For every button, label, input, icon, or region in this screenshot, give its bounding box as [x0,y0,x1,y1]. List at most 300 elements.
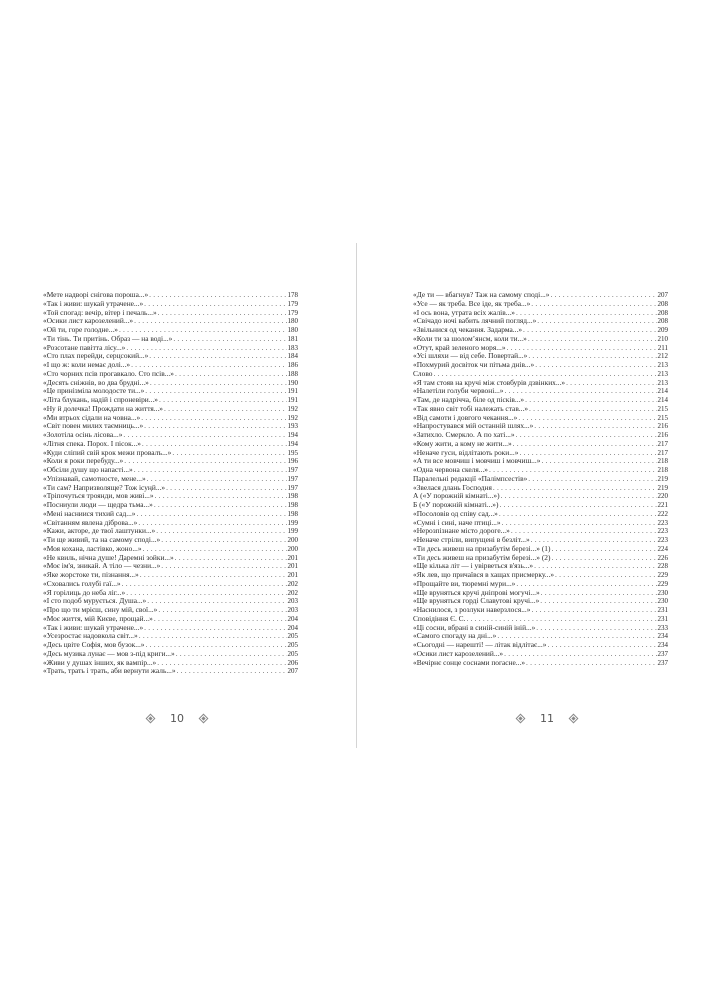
toc-entry [413,466,668,475]
toc-entry-title: «Ой ти, горе голодне...» [43,326,118,334]
toc-entry-page: 204 [287,623,298,632]
toc-entry [43,641,298,650]
toc-entry-page: 209 [657,326,668,334]
toc-entry-page: 181 [287,334,298,343]
diamond-ornament-icon [200,715,207,722]
dot-leader [518,414,656,423]
dot-leader [540,597,656,606]
dot-leader [149,352,286,361]
toc-entry-title: «Похмурий досвіток чи пітьма днів...» [413,361,535,369]
toc-entry-title: «Посниули люди — щедра тьма...» [43,501,153,509]
toc-entry-title: «Літа блукань, надій і спроневіри...» [43,396,158,404]
dot-leader [154,501,287,510]
toc-entry-title: «Свічадо ночі вабить лячний погляд...» [413,317,537,326]
toc-entry-title: «Усезростає надовкола світ...» [43,632,138,641]
dot-leader [507,344,657,353]
toc-entry [43,335,298,344]
toc-entry [413,396,668,405]
toc-entry-page: 228 [657,562,668,571]
toc-entry [43,326,298,335]
toc-entry-title: «Отут, край зеленого моря...» [413,343,506,352]
toc-entry-title: А («У порожній кімнаті...») [413,492,500,501]
dot-leader [147,475,287,484]
toc-entry-page: 203 [287,606,298,614]
toc-entry-page: 223 [657,536,668,544]
dot-leader [137,510,287,519]
toc-entry-page: 223 [657,527,668,536]
toc-entry-title: «Той спогад: вечір, вітер і печаль...» [43,308,157,317]
toc-entry [43,387,298,396]
toc-entry-page: 208 [657,317,668,326]
toc-entry-page: 211 [657,343,668,352]
toc-entry [413,641,668,650]
toc-entry [413,291,668,300]
toc-entry-page: 210 [657,334,668,343]
toc-entry [43,352,298,361]
toc-entry-title: «Нерозпізнане місто дороге...» [413,527,510,536]
dot-leader [119,326,287,335]
toc-entry-page: 215 [657,413,668,422]
toc-entry-title: «Ти ще живий, та на самому споді...» [43,536,161,544]
toc-entry [43,431,298,440]
dot-leader [566,379,656,388]
toc-entry [43,615,298,624]
toc-entry-title: «Ще вруняться кручі дніпрові могучі...» [413,588,540,597]
dot-leader [466,615,656,624]
toc-entry-page: 201 [287,571,298,579]
toc-entry-page: 179 [287,308,298,317]
toc-entry-page: 192 [287,404,298,413]
toc-entry-title: «Про що ти мрієш, сину мій, свої...» [43,606,158,614]
toc-entry-title: «Світанням явлена діброва...» [43,518,138,527]
toc-entry-title: «Так явно світ тобі належать став...» [413,404,529,413]
toc-entry-title: «Налетіли голуби червоні...» [413,387,504,396]
dot-leader [150,379,287,388]
toc-entry-page: 196 [287,457,298,466]
toc-entry-title: «Напростувався мій останній шлях...» [413,422,534,431]
toc-entry [43,501,298,510]
toc-entry-page: 188 [287,369,298,378]
dot-leader [537,317,656,326]
toc-entry-title: «Неначе стріли, випущені в безліт...» [413,536,530,544]
dot-leader [531,300,656,309]
toc-entry [43,457,298,466]
dot-leader [149,291,286,300]
toc-entry-page: 192 [287,413,298,422]
toc-entry [413,344,668,353]
toc-entry-page: 197 [287,483,298,492]
dot-leader [144,624,286,633]
toc-entry [43,370,298,379]
toc-entry [413,554,668,563]
toc-entry-page: 194 [287,439,298,448]
toc-entry [43,545,298,554]
toc-entry [43,554,298,563]
toc-entry [43,466,298,475]
dot-leader [534,562,656,571]
toc-entry-page: 231 [657,614,668,623]
toc-entry-title: «Це принізміла молодосте ти...» [43,387,145,396]
dot-leader [175,554,287,563]
dot-leader [493,484,657,493]
toc-entry-page: 200 [287,536,298,544]
toc-entry-page: 202 [287,579,298,588]
toc-entry-title: «Десь музика лунає — мов з-під криги...» [43,649,175,658]
dot-leader [126,589,286,598]
toc-entry [43,361,298,370]
dot-leader [528,335,657,344]
dot-leader [173,335,286,344]
toc-entry-title: «Сховались голубі гаї...» [43,579,121,588]
toc-entry-page: 202 [287,588,298,597]
toc-entry-page: 226 [657,553,668,562]
toc-entry [413,571,668,580]
dot-leader [531,606,656,615]
dot-leader [172,449,286,458]
toc-entry-page: 212 [657,352,668,361]
toc-entry [413,624,668,633]
toc-entry [43,659,298,668]
toc-entry-title: «Усе — як треба. Все іде, як треба...» [413,299,531,308]
dot-leader [516,309,657,318]
toc-entry [413,492,668,501]
toc-entry-title: «Тріпочуться троянди, мов живі...» [43,492,154,501]
toc-entry [413,589,668,598]
toc-entry-title: «Десь цвіте Софія, мов бузок...» [43,641,145,649]
toc-entry-page: 198 [287,509,298,518]
toc-entry-title: «Осики лист карозелений...» [413,649,504,658]
toc-entry-page: 195 [287,448,298,457]
toc-entry-page: 230 [657,588,668,597]
dot-leader [156,527,286,536]
toc-entry-page: 213 [657,361,668,369]
toc-entry-title: «Моє життя, мій Києве, прощай...» [43,614,153,623]
dot-leader [505,387,657,396]
toc-entry [43,589,298,598]
diamond-ornament-icon [147,715,154,722]
toc-entry [43,449,298,458]
toc-entry [43,580,298,589]
toc-entry-title: «Золотіла осінь лісова...» [43,431,123,439]
diamond-ornament-icon [517,715,524,722]
dot-leader [536,624,656,633]
toc-entry [413,335,668,344]
toc-entry-page: 205 [287,649,298,658]
toc-entry-page: 197 [287,466,298,474]
toc-entry-page: 229 [657,571,668,579]
toc-entry [43,667,298,676]
toc-entry-title: Слово [413,369,433,378]
toc-entry [413,519,668,528]
toc-entry-title: «Моє ім'я, зникай. А тіло — чезни...» [43,562,161,571]
toc-entry [43,414,298,423]
toc-entry-page: 224 [657,544,668,553]
toc-entry-title: «Я горілиць до неба ліг...» [43,588,126,597]
toc-entry-page: 234 [657,641,668,649]
toc-entry [43,300,298,309]
dot-leader [529,405,656,414]
toc-list-right [413,291,668,667]
dot-leader [535,361,656,370]
toc-entry-page: 214 [657,396,668,404]
toc-entry [413,309,668,318]
toc-entry [413,457,668,466]
dot-leader [134,466,287,475]
toc-entry [43,475,298,484]
toc-entry-page: 218 [657,466,668,474]
toc-entry-title: «Не квиль, нічна душе! Даремні зойки...» [43,553,174,562]
toc-entry-title: «Звелася длань Господня [413,483,492,492]
toc-entry-page: 223 [657,518,668,527]
dot-leader [123,431,286,440]
dot-leader [176,650,287,659]
toc-entry-page: 207 [657,291,668,299]
toc-entry [413,615,668,624]
dot-leader [140,571,287,580]
toc-entry-page: 184 [287,352,298,361]
toc-entry [43,291,298,300]
toc-entry-page: 180 [287,326,298,334]
toc-entry-title: «І ось вона, утрата всіх жалів...» [413,308,515,317]
dot-leader [534,422,656,431]
toc-entry-title: «Так і живи: шукай утрачене...» [43,299,144,308]
dot-leader [175,370,287,379]
toc-entry [413,606,668,615]
dot-leader [161,562,286,571]
toc-entry-page: 213 [657,369,668,378]
toc-entry-title: «Усі шляхи — від себе. Повертай...» [413,352,528,361]
diamond-ornament-icon [570,715,577,722]
toc-entry-title: «Ще вруняться горді Славутові кручі...» [413,597,540,606]
toc-entry [43,440,298,449]
dot-leader [551,554,656,563]
dot-leader [177,667,287,676]
dot-leader [513,440,657,449]
toc-entry [413,317,668,326]
toc-entry-title: «Ти тінь. Ти притінь. Образ — на воді...» [43,334,173,343]
toc-entry-page: 219 [657,483,668,492]
toc-entry-title: «Ти десь живеш на призабутім березі...» (2) [413,553,551,562]
toc-entry-page: 183 [287,343,298,352]
toc-entry-page: 191 [287,387,298,396]
toc-entry-page: 206 [287,658,298,667]
toc-entry [413,352,668,361]
toc-entry-page: 234 [657,632,668,641]
toc-entry-title: «Ти сам? Напризволяще? Тож ісуңй...» [43,483,166,492]
toc-entry-page: 213 [657,378,668,387]
toc-entry-title: «А ти все мовчиш і мовчиш і мовчиш...» [413,457,541,466]
toc-entry-page: 237 [657,658,668,667]
dot-leader [526,659,656,668]
dot-leader [516,431,657,440]
toc-entry-page: 186 [287,361,298,369]
toc-entry-page: 217 [657,439,668,448]
toc-entry-title: «Обсіли душу що напасті...» [43,466,133,474]
toc-entry-page: 199 [287,518,298,527]
dot-leader [158,309,287,318]
dot-leader [516,580,656,589]
toc-entry [43,519,298,528]
toc-entry-title: «Ще кілька літ — і увірветься в'язь...» [413,562,534,571]
dot-leader [497,632,656,641]
toc-entry [413,562,668,571]
toc-entry-title: «Мете надворі снігова пороша...» [43,291,149,299]
toc-list-left [43,291,298,676]
toc-entry [43,317,298,326]
toc-entry-title: «Коли ти за шоломʼянсм, коли ти...» [413,334,527,343]
toc-entry-page: 218 [657,457,668,466]
toc-entry-page: 198 [287,501,298,509]
dot-leader [555,571,656,580]
dot-leader [519,449,656,458]
toc-entry [413,405,668,414]
toc-entry-title: «Звільнися од чекання. Задарма...» [413,326,523,334]
toc-entry-page: 203 [287,597,298,606]
toc-entry-title: «Прощайте ви, тюремні мури...» [413,579,516,588]
toc-entry-title: «Упізнавай, самотносте, мене...» [43,474,146,483]
right-page-toc [413,291,668,667]
toc-entry [413,527,668,536]
toc-entry [413,501,668,510]
toc-entry [43,606,298,615]
dot-leader [124,457,286,466]
toc-entry-page: 197 [287,474,298,483]
toc-entry-title: «Ці сосни, вбрані в синій-синій іній...» [413,623,536,632]
toc-entry-page: 194 [287,431,298,439]
left-page-toc [43,291,298,676]
dot-leader [523,326,656,335]
dot-leader [144,422,286,431]
toc-entry-page: 216 [657,431,668,439]
toc-entry-title: «Так і живи: шукай утрачене...» [43,623,144,632]
toc-entry-title: «Трать, трать і трать, аби вернути жаль...» [43,667,176,676]
dot-leader [161,536,286,545]
toc-entry-page: 237 [657,649,668,658]
toc-entry [413,545,668,554]
dot-leader [489,466,657,475]
dot-leader [159,396,287,405]
toc-entry-page: 230 [657,597,668,606]
dot-leader [147,597,286,606]
toc-entry-title: «Десять сніжнів, во два брудні...» [43,378,149,387]
dot-leader [143,545,287,554]
toc-entry-title: «Розсотане павітта лісу...» [43,343,126,352]
toc-entry [43,484,298,493]
dot-leader [138,519,286,528]
toc-entry-title: «Ми втрьох сідали на човна...» [43,413,141,422]
toc-entry [413,422,668,431]
dot-leader [531,536,657,545]
toc-entry [413,632,668,641]
toc-entry [413,475,668,484]
dot-leader [501,492,657,501]
toc-entry-page: 205 [287,641,298,649]
dot-leader [145,387,286,396]
toc-entry-title: «Посоловів од співу сад...» [413,509,498,518]
toc-entry-page: 207 [287,667,298,676]
toc-entry-title: «Кажи, акторе, де твої лаштунки...» [43,527,156,536]
dot-leader [499,501,656,510]
dot-leader [547,641,656,650]
toc-entry-title: «Моя кохана, ластівко, жоно...» [43,544,142,553]
dot-leader [502,519,657,528]
toc-entry [413,387,668,396]
toc-entry-page: 178 [287,291,298,299]
toc-entry-page: 191 [287,396,298,404]
toc-entry-page: 204 [287,614,298,623]
toc-entry [413,379,668,388]
book-spine-divider [356,243,357,748]
toc-entry-page: 200 [287,544,298,553]
dot-leader [433,370,656,379]
dot-leader [154,615,287,624]
dot-leader [499,510,657,519]
toc-entry [43,510,298,519]
dot-leader [139,632,287,641]
toc-entry-title: «Від самоти і довгого чекання...» [413,413,518,422]
toc-entry-page: 201 [287,562,298,571]
toc-entry-page: 220 [657,492,668,501]
page-number: 11 [540,712,554,725]
toc-entry [43,344,298,353]
toc-entry-page: 198 [287,492,298,501]
toc-entry [43,597,298,606]
toc-entry [413,326,668,335]
dot-leader [541,457,656,466]
toc-entry [413,414,668,423]
dot-leader [525,396,656,405]
toc-entry-title: Паралельні редакції «Палімпсестів» [413,474,528,483]
toc-entry-title: «Неначе гуси, відлітають роки...» [413,448,519,457]
toc-entry-title: «Кому жити, а кому не жити...» [413,439,512,448]
dot-leader [146,641,287,650]
dot-leader [158,606,286,615]
toc-entry [43,396,298,405]
toc-entry [43,405,298,414]
dot-leader [157,659,286,668]
toc-entry [413,536,668,545]
toc-entry-page: 180 [287,317,298,326]
toc-entry-title: «Я там стояв на кручі між стовбурів дзвінких...» [413,378,566,387]
toc-entry-page: 208 [657,299,668,308]
toc-entry [413,449,668,458]
toc-entry-title: «Мені насниися тихий сад...» [43,509,136,518]
toc-entry-title: «Яке жорстоке ти, пізнання...» [43,571,139,579]
toc-entry-page: 222 [657,509,668,518]
toc-entry-title: «Де ти — вбагнув? Таж на самому споді...» [413,291,550,299]
toc-entry-title: «Затихло. Смеркло. А по хаті...» [413,431,515,439]
toc-entry-page: 190 [287,378,298,387]
toc-entry [43,492,298,501]
toc-entry-title: «Сьогодні — нарешті! — літак відлітає...» [413,641,547,649]
toc-entry [43,309,298,318]
toc-entry [413,484,668,493]
dot-leader [142,440,287,449]
toc-entry-page: 216 [657,422,668,431]
dot-leader [134,317,286,326]
dot-leader [141,414,286,423]
toc-entry-title: «Самого спогаду на дні...» [413,632,497,641]
toc-entry-page: 205 [287,632,298,641]
toc-entry-title: «Там, де надрічча, біле од пісків...» [413,396,525,404]
toc-entry-page: 179 [287,299,298,308]
toc-entry-page: 193 [287,422,298,431]
toc-entry [413,440,668,449]
toc-entry-title: «Сто чорних псів прогавкало. Сто псів...» [43,369,174,378]
dot-leader [166,484,286,493]
dot-leader [164,405,287,414]
toc-entry [413,370,668,379]
